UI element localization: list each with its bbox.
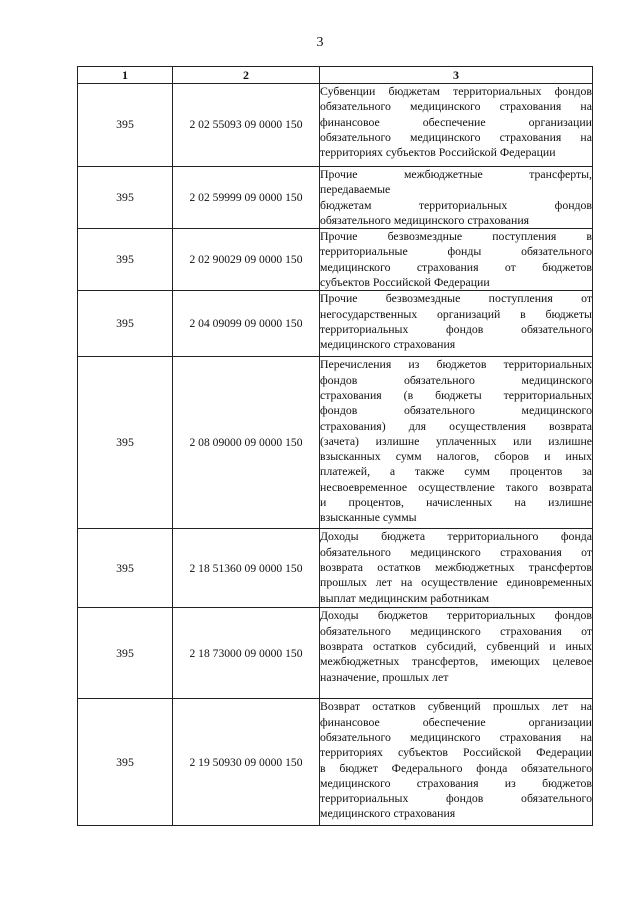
income-name-line: Доходы бюджета территориального фонда <box>320 529 592 544</box>
admin-code-cell: 395 <box>78 357 173 529</box>
income-name-cell <box>320 167 593 229</box>
income-name-line: выплат медицинским работникам <box>320 590 490 605</box>
income-name-line: Субвенции бюджетам территориальных фондов <box>320 84 592 98</box>
income-name-line: негосударственных организаций в бюджеты <box>320 306 592 321</box>
income-name-line: возврата остатков субсидий, субвенций и иных <box>320 638 592 653</box>
income-code-cell: 2 04 09099 09 0000 150 <box>173 291 320 357</box>
income-name-line: обязательного медицинского страхования от <box>320 544 592 559</box>
income-code-cell: 2 18 73000 09 0000 150 <box>173 608 320 699</box>
income-code-cell: 2 08 09000 09 0000 150 <box>173 357 320 529</box>
income-name-line: платежей, а также сумм процентов за <box>320 464 592 479</box>
table-row <box>78 291 593 357</box>
income-name-line: бюджетам территориальных фондов <box>320 197 592 212</box>
income-code-cell: 2 02 59999 09 0000 150 <box>173 167 320 229</box>
income-name-line: Прочие межбюджетные трансферты, <box>320 167 592 181</box>
income-name-line: несвоевременное осуществление такого возврата <box>320 479 592 494</box>
table-row <box>78 699 593 826</box>
income-name-line: территориях субъектов Российской Федерации <box>320 145 556 160</box>
table-body <box>78 84 593 826</box>
table-row <box>78 167 593 229</box>
income-name-line: территориях субъектов Российской Федерации <box>320 745 592 760</box>
admin-code-cell: 395 <box>78 608 173 699</box>
income-name-line: Возврат остатков субвенций прошлых лет на <box>320 699 592 714</box>
admin-code-cell: 395 <box>78 291 173 357</box>
income-code-cell: 2 19 50930 09 0000 150 <box>173 699 320 826</box>
table-row <box>78 357 593 529</box>
column-header-1: 1 <box>78 67 173 84</box>
income-code-cell: 2 18 51360 09 0000 150 <box>173 529 320 608</box>
income-name-line: взысканные суммы <box>320 510 417 525</box>
income-name-line: обязательного медицинского страхования на <box>320 99 592 114</box>
income-name-line: медицинского страхования от бюджетов <box>320 259 592 274</box>
column-header-2: 2 <box>173 67 320 84</box>
income-name-line: обязательного медицинского страхования от <box>320 623 592 638</box>
column-header-3: 3 <box>320 67 593 84</box>
income-name-line: и процентов, начисленных на излишне <box>320 495 592 510</box>
income-name-cell <box>320 229 593 291</box>
income-name-line: территориальных фондов обязательного <box>320 321 592 336</box>
income-name-line: в бюджет Федерального фонда обязательного <box>320 760 592 775</box>
income-name-line: территориальные фонды обязательного <box>320 244 592 259</box>
income-name-line: обязательного медицинского страхования <box>320 212 530 227</box>
admin-code-cell: 395 <box>78 167 173 229</box>
admin-code-cell: 395 <box>78 229 173 291</box>
income-name-line: финансовое обеспечение организации <box>320 114 592 129</box>
income-name-line: обязательного медицинского страхования на <box>320 729 592 744</box>
table-row <box>78 84 593 167</box>
income-codes-table <box>77 66 593 826</box>
income-name-line: страхования) для осуществления возврата <box>320 418 592 433</box>
income-code-cell: 2 02 55093 09 0000 150 <box>173 84 320 167</box>
income-name-cell <box>320 84 593 167</box>
income-name-cell <box>320 357 593 529</box>
income-name-line: возврата остатков межбюджетных трансфертов <box>320 559 592 574</box>
admin-code-cell: 395 <box>78 84 173 167</box>
income-name-line: (зачета) излишне уплаченных или излишне <box>320 433 592 448</box>
page-number: 3 <box>316 35 324 50</box>
table-header-row <box>78 67 593 84</box>
income-name-line: финансовое обеспечение организации <box>320 714 592 729</box>
income-name-line: передаваемые <box>320 182 391 197</box>
income-name-line: межбюджетных трансфертов, имеющих целевое <box>320 654 592 669</box>
income-name-line: Перечисления из бюджетов территориальных <box>320 357 592 372</box>
income-name-line: Прочие безвозмездные поступления в <box>320 229 592 244</box>
income-name-line: территориальных фондов обязательного <box>320 791 592 806</box>
table-row <box>78 608 593 699</box>
income-name-line: медицинского страхования <box>320 806 456 821</box>
income-name-line: субъектов Российской Федерации <box>320 275 490 290</box>
income-name-line: обязательного медицинского страхования на <box>320 129 592 144</box>
income-name-line: медицинского страхования из бюджетов <box>320 775 592 790</box>
income-name-line: медицинского страхования <box>320 337 456 352</box>
income-name-line: назначение, прошлых лет <box>320 669 449 684</box>
admin-code-cell: 395 <box>78 529 173 608</box>
table-row <box>78 229 593 291</box>
income-code-cell: 2 02 90029 09 0000 150 <box>173 229 320 291</box>
income-name-cell <box>320 291 593 357</box>
income-name-cell <box>320 699 593 826</box>
income-name-line: фондов обязательного медицинского <box>320 372 592 387</box>
income-name-line: Доходы бюджетов территориальных фондов <box>320 608 592 623</box>
income-name-line: Прочие безвозмездные поступления от <box>320 291 592 306</box>
table-row <box>78 529 593 608</box>
income-name-cell <box>320 529 593 608</box>
income-name-line: прошлых лет на осуществление единовременных <box>320 575 592 590</box>
income-name-line: взысканных сумм налогов, сборов и иных <box>320 449 592 464</box>
income-name-line: страхования (в бюджеты территориальных <box>320 387 592 402</box>
income-name-line: фондов обязательного медицинского <box>320 403 592 418</box>
income-name-cell <box>320 608 593 699</box>
admin-code-cell: 395 <box>78 699 173 826</box>
